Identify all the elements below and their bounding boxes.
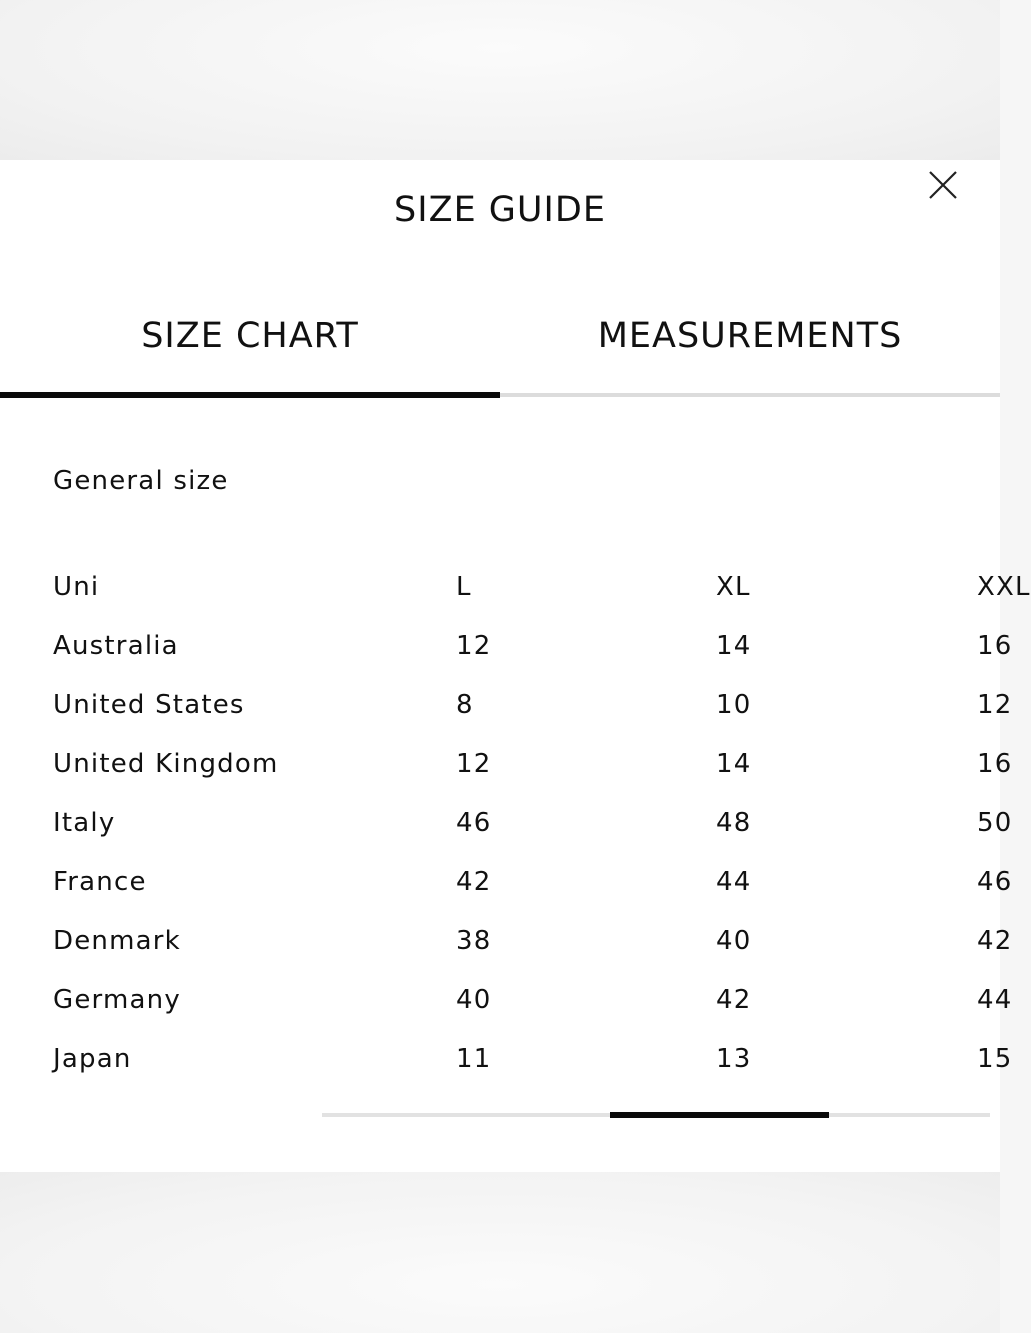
row-size-xxl: 44 [977,985,1013,1015]
row-size-l: 38 [456,926,492,956]
table-row [0,971,1013,1030]
row-country: Japan [53,1044,132,1074]
header-cell-l: L [456,572,472,602]
row-size-xxl: 42 [977,926,1013,956]
modal-title: SIZE GUIDE [394,190,606,230]
row-size-xl: 13 [716,1044,752,1074]
row-size-xl: 48 [716,808,752,838]
row-size-xl: 42 [716,985,752,1015]
table-row [0,735,1013,794]
close-button[interactable] [922,164,964,206]
tab-size-chart-label: SIZE CHART [141,316,359,356]
header-cell-xxl: XXL [977,572,1031,602]
table-row [0,912,1013,971]
row-size-l: 12 [456,631,492,661]
row-size-xl: 40 [716,926,752,956]
tab-size-chart[interactable] [0,306,500,398]
row-country: France [53,867,147,897]
row-size-l: 46 [456,808,492,838]
close-icon [922,164,964,206]
page-backdrop-bottom [0,1172,1000,1333]
tab-measurements[interactable] [500,306,1000,398]
row-size-xl: 44 [716,867,752,897]
row-size-xl: 14 [716,631,752,661]
row-country: Italy [53,808,116,838]
row-size-l: 40 [456,985,492,1015]
row-size-xxl: 46 [977,867,1013,897]
row-country: Germany [53,985,181,1015]
row-size-xl: 10 [716,690,752,720]
tab-size-chart-indicator [0,392,500,398]
row-size-l: 12 [456,749,492,779]
table-row [0,794,1013,853]
page-backdrop-top [0,0,1000,160]
size-guide-modal [0,160,1031,1172]
row-size-l: 42 [456,867,492,897]
table-row [0,853,1013,912]
horizontal-scrollbar-thumb[interactable] [610,1112,829,1118]
table-row [0,617,1013,676]
row-country: Australia [53,631,179,661]
table-header-row [0,558,1031,617]
header-cell-uni: Uni [53,572,100,602]
size-guide-tabs [0,306,1000,398]
row-size-xxl: 16 [977,749,1013,779]
table-row [0,676,1013,735]
tab-measurements-label: MEASUREMENTS [597,316,903,356]
horizontal-scrollbar-track[interactable] [322,1113,990,1117]
table-row [0,1030,1013,1089]
row-size-l: 11 [456,1044,492,1074]
row-size-xxl: 12 [977,690,1013,720]
row-country: United States [53,690,245,720]
row-size-xxl: 15 [977,1044,1013,1074]
row-size-xxl: 16 [977,631,1013,661]
row-size-xl: 14 [716,749,752,779]
size-table [0,558,1031,1089]
row-size-l: 8 [456,690,474,720]
row-country: Denmark [53,926,181,956]
section-label-general-size: General size [53,466,229,496]
row-country: United Kingdom [53,749,279,779]
row-size-xxl: 50 [977,808,1013,838]
tab-measurements-indicator [500,393,1000,397]
header-cell-xl: XL [716,572,751,602]
